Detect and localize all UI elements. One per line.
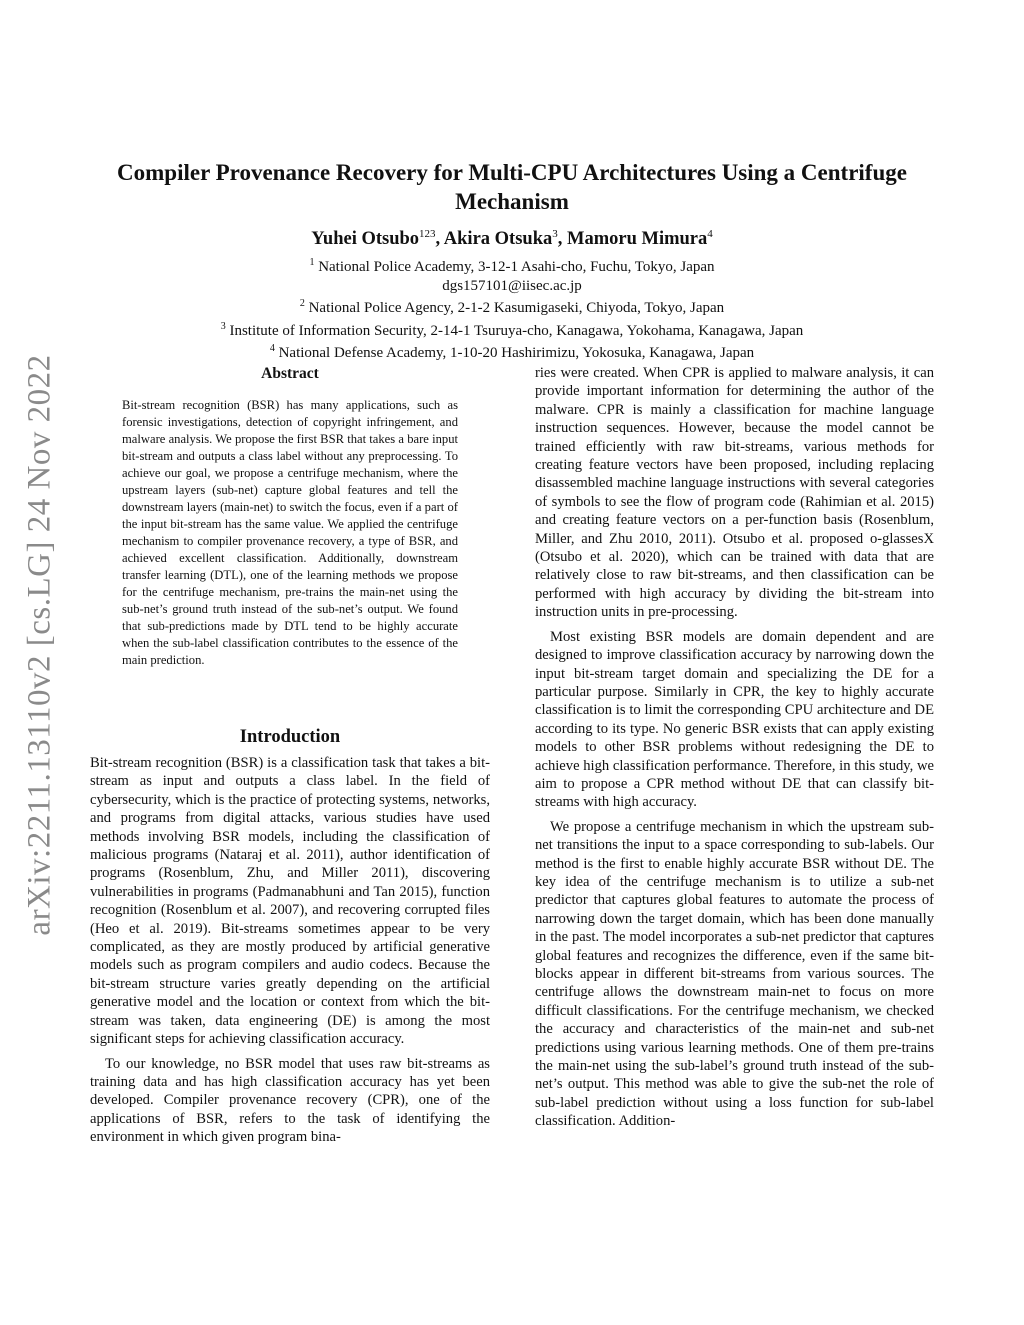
paragraph: ries were created. When CPR is applied to malware analysis, it can provide important information for determining the author of the malware. CPR is mainly a classification for machine language instruction sequences. However, because the model cannot be trained efficiently with raw bit-streams, various methods for creating feature vectors have been proposed, including replacing disassembled machine language instructions with several categories of symbols to see the flow of program code (Rahimian et al. 2015) and creating feature vectors on a per-function basis (Rosenblum, Miller, and Zhu 2010, 2011). Otsubo et al. proposed o-glassesX (Otsubo et al. 2020), which can be trained with data that are relatively close to raw bit-streams, and then classification can be performed with high accuracy by dividing the bit-stream into instruction units in pre-processing. — [535, 365, 934, 621]
affiliations — [80, 254, 944, 363]
affiliation-mark: 3 — [220, 320, 226, 332]
affiliation-text: Institute of Information Security, 2-14-1 Tsuruya-cho, Kanagawa, Yokohama, Kanagawa, Japan — [225, 322, 804, 339]
author-affiliation-mark: 123 — [419, 228, 436, 240]
affiliation-email[interactable] — [80, 277, 944, 296]
arxiv-id-text: arXiv:2211.13110v2 [cs.LG] 24 Nov 2022 — [21, 354, 58, 936]
affiliation-text: National Defense Academy, 1-10-20 Hashirimizu, Yokosuka, Kanagawa, Japan — [274, 345, 755, 361]
affiliation-mark: 1 — [309, 257, 315, 268]
paragraph: We propose a centrifuge mechanism in which the upstream sub-net transitions the input to a space corresponding to sub-labels. Our method is the first to enable highly accurate BSR without DE. The key idea of the centrifuge mechanism is to utilize a sub-net predictor that captures global features to automate the process of narrowing down the target domain, which has been done manually in the past. The model incorporates a sub-net predictor that captures global features and recognizes the difference, even if the same bit-blocks appear in different bit-streams from various sources. The centrifuge allows the downstream main-net to focus on more difficult classifications. For the centrifuge mechanism, we checked the accuracy and characteristics of the main-net and sub-net predictions using various learning methods. One of them pre-trains the main-net using the sub-label’s ground truth instead of the sub-net’s output. This method was able to give the sub-net the role of sub-label prediction without using a loss function for sub-label classification. Addition- — [535, 818, 934, 1130]
affiliation-line — [80, 318, 944, 341]
affiliation-text: National Police Academy, 3-12-1 Asahi-cho, Fuchu, Tokyo, Japan — [314, 259, 715, 275]
paper-title: Compiler Provenance Recovery for Multi-CPU Architectures Using a Centrifuge Mechanism — [117, 160, 907, 214]
affiliation-mark: 2 — [299, 298, 305, 309]
author-name: Mamoru Mimura — [566, 229, 708, 250]
affiliation-line — [80, 295, 944, 318]
right-column-body — [535, 364, 934, 1131]
affiliation-line — [80, 340, 944, 363]
affiliation-mark: 4 — [269, 343, 275, 354]
author-list — [80, 228, 944, 250]
author-separator: , — [557, 229, 567, 250]
paragraph: Bit-stream recognition (BSR) is a classification task that takes a bit-stream as input and outputs a class label. In the field of cybersecurity, which is the practice of protecting systems, networks, and programs from digital attacks, various studies have used methods involving BSR models, including the classification of malicious programs (Nataraj et al. 2011), author identification of programs (Rosenblum, Zhu, and Miller 2011), discovering vulnerabilities in programs (Padmanabhuni and Tan 2015), function recognition (Rosenblum et al. 2007), and recovering corrupted files (Heo et al. 2019). Bit-streams sometimes appear to be very complicated, as they are mostly produced by artificial generative models such as program compilers and audio codecs. Because the bit-stream structure varies greatly depending on the artificial generative model and the location or context from which the bit-stream was taken, data engineering (DE) is among the most significant steps for achieving classification accuracy. — [90, 755, 490, 1048]
author-separator: , — [435, 229, 444, 250]
affiliation-text: National Police Agency, 2-1-2 Kasumigaseki, Chiyoda, Tokyo, Japan — [304, 300, 725, 316]
abstract-heading: Abstract — [261, 365, 319, 382]
paragraph: To our knowledge, no BSR model that uses raw bit-streams as training data and has high classification accuracy has yet been developed. Compiler provenance recovery (CPR), one of the applications of BSR, refers to the task of identifying the environment in which given program bina- — [90, 1055, 490, 1146]
paragraph: Most existing BSR models are domain dependent and are designed to improve classification accuracy by narrowing down the input bit-stream target domain and specializing the DE for a particular purpose. Similarly in CPR, the key to highly accurate classification is to limit the corresponding CPU architecture and DE according to its type. No generic BSR exists that can apply existing models to other BSR problems without redesigning the DE to achieve high classification performance. Therefore, in this study, we aim to propose a CPR method without DE that can classify bit-streams with high accuracy. — [535, 628, 934, 811]
author-name: Akira Otsuka — [443, 229, 553, 250]
author-name: Yuhei Otsubo — [311, 229, 420, 250]
introduction-heading: Introduction — [239, 727, 341, 747]
affiliation-line — [80, 254, 944, 277]
author-affiliation-mark: 4 — [707, 228, 713, 240]
left-column-body — [90, 754, 490, 1147]
author-affiliation-mark: 3 — [552, 228, 558, 240]
abstract-body: Bit-stream recognition (BSR) has many applications, such as forensic investigations, detection of copyright infringement, and malware analysis. We propose the first BSR that takes a bare input bit-stream and outputs a class label without any preprocessing. To achieve our goal, we propose a centrifuge mechanism, where the upstream layers (sub-net) capture global features and tell the downstream layers (main-net) to switch the focus, even if a part of the input bit-stream has the same value. We applied the centrifuge mechanism to compiler provenance recovery, a type of BSR, and achieved excellent classification. Additionally, downstream transfer learning (DTL), one of the learning methods we propose for the centrifuge mechanism, pre-trains the main-net using the sub-net’s ground truth instead of the sub-net’s output. We found that sub-predictions made by DTL tend to be highly accurate when the sub-label classification contributes to the essence of the main prediction. — [122, 398, 458, 667]
email-text: dgs157101@iisec.ac.jp — [442, 277, 582, 294]
